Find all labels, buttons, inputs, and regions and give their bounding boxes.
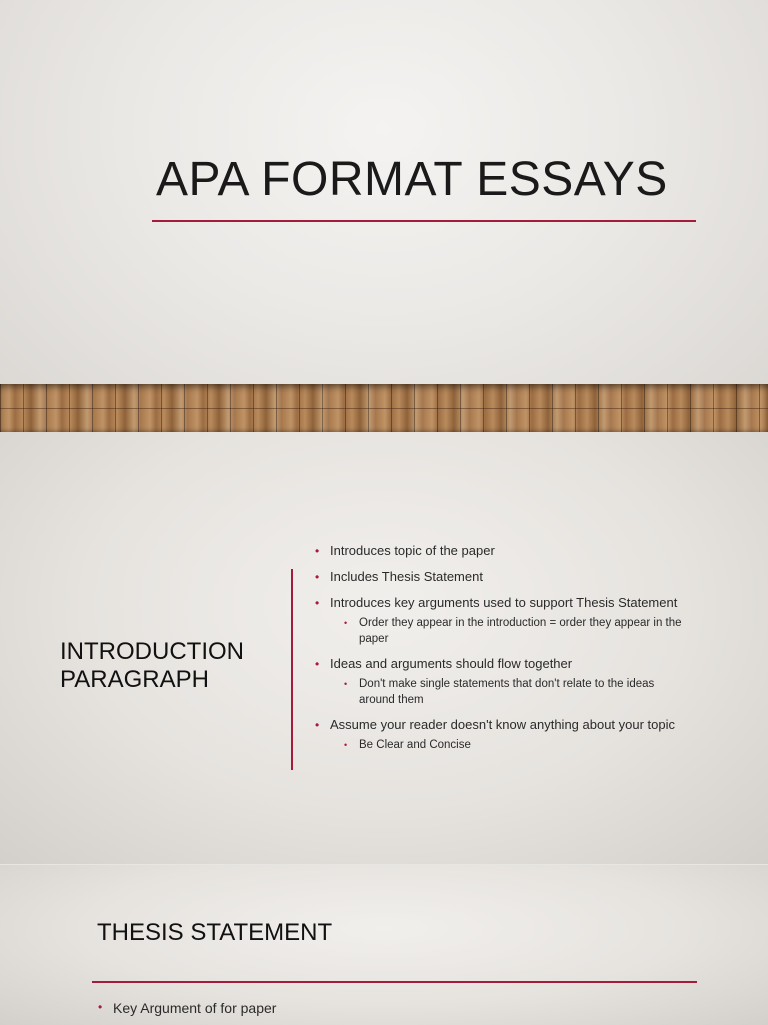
bullet-icon: • [315,657,320,671]
section-title: THESIS STATEMENT [97,919,333,946]
sub-bullet-icon: • [344,618,348,628]
bullet-icon: • [315,718,320,732]
slide-thesis-statement [0,864,768,1025]
bullet-text: Introduces key arguments used to support Thesis Statement [330,595,678,610]
section-title: INTRODUCTION PARAGRAPH [60,638,244,693]
sub-bullet-text: Be Clear and Concise [359,739,471,751]
slide-introduction-paragraph [0,432,768,864]
bullet-item [312,716,692,753]
bullet-item [312,542,692,560]
bullet-icon: • [315,570,320,584]
bullet-item [98,1000,276,1016]
bullet-text: Includes Thesis Statement [330,569,483,584]
bullet-text: Ideas and arguments should flow together [330,656,573,671]
bullet-text: Key Argument of for paper [113,1000,277,1016]
bullet-item [312,594,692,647]
title-underline [92,981,697,983]
sub-bullet-item [312,676,692,708]
bullet-icon: • [315,596,320,610]
bullet-list [312,542,692,761]
sub-bullet-icon: • [344,679,348,689]
slide-title [0,0,768,432]
bullet-text: Assume your reader doesn't know anything about your topic [330,717,676,732]
sub-bullet-item [312,615,692,647]
bullet-item [312,655,692,708]
title-underline [152,220,696,222]
sub-bullet-text: Don't make single statements that don't relate to the ideas around them [359,678,655,706]
slide-title-heading: APA FORMAT ESSAYS [156,153,668,206]
vertical-divider [291,569,293,770]
bullet-text: Introduces topic of the paper [330,543,495,558]
floor-seam [0,408,768,409]
bullet-icon: • [315,544,320,558]
bullet-item [312,568,692,586]
sub-bullet-item [312,737,692,753]
bullet-icon: • [98,1000,103,1014]
sub-bullet-icon: • [344,740,348,750]
sub-bullet-text: Order they appear in the introduction = order they appear in the paper [359,617,682,645]
